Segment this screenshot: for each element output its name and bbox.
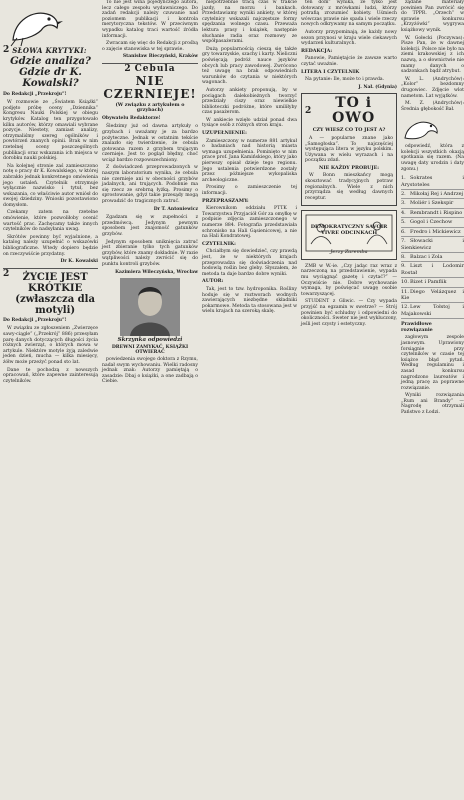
- section-title: UZUPEŁNIENIE:: [202, 130, 247, 137]
- bird-icon: [3, 0, 63, 48]
- headline-analiza: Gdzie analiza? Gdzie dr K. Kowalski?: [10, 55, 91, 89]
- list-item: 7. Słowacki i Sienkiewicz: [401, 237, 464, 253]
- column-3: [202, 0, 297, 317]
- subheadline: (W związku z artykułem o grzybach): [115, 101, 185, 114]
- savoir-vivre-banner: [301, 210, 397, 259]
- list-item: 12.Lew Tołstoj i Majakowski: [401, 303, 464, 319]
- section-title: REDAKCJA:: [301, 47, 333, 54]
- pairs-list: [401, 174, 464, 319]
- list-item: 9. Liszt i Lodomir Rostał: [401, 262, 464, 278]
- paragraph: W. Gołecki (Poczywas): Pisze Pan, że w dawnej kolekcji. Polsce nie było na ziemi krakowskiej z ich nazwą, a o słownictwie nie mamy danych o sadzonkach bądź atrybut.: [401, 35, 464, 75]
- to-line-2: Do Redakcji „Przekroju”!: [3, 317, 67, 323]
- paragraph: Zamieszczony w numerze 881 artykuł o badaniach nad historią miasta wymaga uzupełnienia. Pominięto w nim prace prof. Jana Kamińskiego, który jako pierwszy opisał dzieje tego regionu. Jego ustalenia potwierdzone zostały przez późniejsze wykopaliska archeologiczne.: [202, 138, 297, 183]
- signature: Stanisław Bieczyński, Kraków: [122, 54, 198, 60]
- paragraph: Panowie, Pamiętajcie że zawsze warto czytać uważnie.: [301, 56, 397, 67]
- paragraph: Zwracam się więc do Redakcji z prośbą o zajęcie stanowiska w tej sprawie.: [102, 41, 198, 52]
- paragraph: niepotrzebnie tracą czas w trakcie jazdy, na morzu i bankach. Przedstawiamy wyniki ankiety, w której czytelnicy wskazali najczęstsze formy spędzania wolnego czasu. Przeważa lektura prasy i książek, następnie słuchanie radia oraz rozmowy ze współpasażerami.: [202, 0, 297, 45]
- paragraph: Jedynym sposobem uniknięcia zatruć jest zbieranie tylko tych gatunków grzybów, które znamy dokładnie. W razie wątpliwości należy zwrócić się do punktu kontroli grzybów.: [102, 239, 198, 267]
- paragraph: Dużą popularnością cieszą się także gry towarzyskie, szachy i karty. Nieliczni poświęcają podróż nauce języków obcych lub pracy zawodowej. Zwrócono też uwagę na brak odpowiednich warunków do czytania w niektórych wagonach.: [202, 46, 298, 86]
- paragraph: Kierownikom oddziału PTTK i Towarzystwa Przyjaciół Gór za omyłkę w podpisie zdjęcia zamieszczonego w numerze 884. Fotografia przedstawiała schronisko na Hali Gąsienicowej, a nie na Hali Kondratowej.: [202, 206, 297, 240]
- paragraph: STUDENT z Gliwic. — Czy wypada przyjść na egzamin w swetrze? — Strój powinien być schludny i odpowiedni do okoliczności. Sweter nie jest wykluczony, jeśli jest czysty i estetyczny.: [301, 299, 397, 327]
- answer: W Bonn mieszkańcy mogą skosztować tradycyjnych potraw regionalnych. Wiele z nich przyrządza się według dawnych receptur.: [305, 173, 393, 201]
- list-item: 4. Rembrandt i Rispino: [401, 209, 464, 218]
- list-item: 6. Fredro i Mickiewicz: [401, 228, 464, 237]
- photo-caption-sub: DREWNI ZAMYKAĆ, KSIĄŻKI OTWIERAĆ: [111, 344, 189, 356]
- ad-author: Jerzy Zaremba: [330, 249, 368, 256]
- section-title: CZYTELNIK:: [202, 240, 236, 247]
- answer: A — popularne znane jako „Samogłoska”. To najczęściej występująca litera w języku polskim. Używana w wielu wyrazach i na początku zdań.: [305, 135, 393, 164]
- to-line: Do Redakcji „Przekroju”!: [3, 91, 67, 97]
- section-number-icon: 2: [3, 268, 10, 279]
- list-item: 5. Gogol i Czechow: [401, 218, 464, 227]
- list-item: 1. Sokrates i Arystoteles: [401, 174, 464, 190]
- column-1: [3, 0, 98, 386]
- section-label-row: [3, 45, 98, 55]
- portrait-image-icon: [120, 278, 180, 336]
- bird-header-2: [401, 114, 464, 144]
- paragraph: W ankiecie wzięło udział ponad dwa tysiące osób z różnych stron kraju.: [202, 117, 297, 129]
- list-item: 2. Mikołaj Rej i Andrzej: [401, 190, 464, 199]
- paragraph: Zgadzam się w zupełności z przedmówcą. Jedynym pewnym sposobem jest znajomość gatunków grzybów.: [102, 215, 198, 237]
- photo-caption: Skrzynka odpowiedzi: [117, 337, 183, 344]
- list-item: 11.Diego Velázquez i Kie: [401, 288, 464, 304]
- section-number-icon: 2: [305, 105, 312, 116]
- paragraph: Z doświadczeń przeprowadzonych w naszym laboratorium wynika, że cebula nie czernieje ani w obecności grzybów jadalnych, ani trujących. Podobnie ma się rzecz ze srebrną łyżką. Prosimy o sprostowanie, gdyż takie przesądy mogą prowadzić do tragicznych zatruć.: [102, 165, 198, 205]
- signature: Dr K. Kowalski: [60, 259, 98, 265]
- paragraph: ZMB w W.-ie. „Czy jadąc raz wraz z narzeczoną na przedstawienie, wypada mu wyciągnąć gazetę i czytać?” — Oczywiście nie. Dobre wychowanie wymaga, by poświęcać uwagę osobie towarzyszącej.: [301, 263, 397, 297]
- signature: Kazimiera Wileczyńska, Wrocław: [115, 269, 198, 275]
- paragraph: ten dom” wynika, że tylko jest dotowany z mrówkami ludzi, którzy potrafią zrozumieć kobiety. Uśmiech wówczas prawie nie spada i wiele rzeczy nowych odkrywamy na samym początku.: [301, 0, 397, 28]
- headline2-row: [3, 268, 98, 316]
- signature: Dr T. Antoniewicz: [153, 206, 198, 212]
- section-title: Prawidłowe rozwiązanie: [401, 321, 433, 333]
- paragraph: Skrótów powinny być wyjaśnione, a katalog należy uzupełnić o wskazówki bibliograficzne. Wtedy dopiero będzie on rzeczywiście przydatny.: [3, 234, 98, 257]
- bird-header: [3, 0, 98, 48]
- paragraph: Wyniki rozwiązania „Rum ani Brandy” — Nagrodę otrzymali Państwo z Łodzi.: [401, 393, 464, 416]
- column-2: [102, 0, 198, 387]
- to-line: Obywatelu Redaktorze!: [102, 115, 161, 121]
- to-i-owo-box: [301, 93, 397, 206]
- list-item: 10.Bizet i Pamflik: [401, 278, 464, 287]
- paragraph: To nie jest wina pojedynczego autora, lecz całego zespołu wydawniczego. Do zadań redakcji należy czuwanie nad poziomem publikacji i kontrola merytoryczna tekstów. W przeciwnym wypadku katalog traci wartość źródła informacji.: [102, 0, 198, 39]
- paragraph: żądane materiały powinien Pan zwrócić się do TPPR. „Orzech” w sprawie konkursu „Krzyżówki” wygrywa książkowy wynik.: [401, 0, 464, 33]
- column-5: [401, 0, 464, 418]
- paragraph: W związku ze zgłoszeniem „Zwierzęce sawy-ciągle” („Przekrój” 886) przesyłam parę danych dotyczących długości życia różnych zwierząt, o których mowa w artykule. Niektóre motyle żyją zaledwie jeden dzień, mucha — kilka miesięcy, żółw może przeżyć ponad sto lat.: [3, 326, 98, 365]
- column-4: [301, 0, 397, 329]
- paragraph: W rozmowie ze „Światem Książki” podjęto próbę oceny „Dziennika” Kongresu Nauki Polskiej w obiegu krytyków. Katalog ten przygotowało kilku autorów, którzy omawiali wybrane pozycje. Niestety, zamiast analizy, otrzymaliśmy szereg ogólników i powtórzeń znanych opinii. Brak w nim rzetelnej oceny poszczególnych publikacji oraz wskazania ich miejsca w dorobku nauki polskiej.: [3, 100, 98, 162]
- section-title: LITERA I CZYTELNIK: [301, 68, 360, 75]
- paragraph: Autorzy ankiety proponują, by w pociągach dalekobieżnych tworzyć przedziały ciszy oraz niewielkie biblioteczki podróżne, które umiliłyby czas pasażerom.: [202, 87, 297, 116]
- paragraph: Na kolejnej stronie zaś zamieszczono notę o pracy dr K. Kowalskiego, w której zabrakło jednak konkretnego omówienia jego ustaleń. Czytelnik otrzymuje wyłącznie nazwisko i tytuł, bez wskazania, co właściwie autor wniósł do swojej dziedziny. Wnioski pozostawiono domysłom.: [3, 163, 98, 208]
- paragraph: odpowiedź, która z kolekcji wszystkich okazją spotkania się razem. (Na uwagę daty urodzin i daty zgonu.): [401, 144, 464, 172]
- section-label: SŁOWA KRYTYKI:: [12, 46, 87, 55]
- paragraph: Dane te pochodzą z nowszych opracowań, które zapewne zainteresują czytelników.: [3, 367, 98, 384]
- paragraph: Śledzimy już od dawna artykuły o grzybach i uważamy je za bardzo pożyteczne. Jednak w ostatnim tekście znalazło się twierdzenie, że cebula gotowana razem z grzybem trującym czernieje. Jest to pogląd błędny, choć wciąż bardzo rozpowszechniony.: [102, 124, 198, 163]
- paragraph: Tak, jest to tzw. hydroponika. Rośliny hoduje się w roztworach wodnych zawierających niezbędne składniki pokarmowe. Metoda ta stosowana jest w wielu krajach na szeroką skalę.: [202, 286, 297, 315]
- list-item: 3. Moliér i Szekspir: [401, 199, 464, 208]
- paragraph: powiedzenia swojego doktora z Rzymu, nadał swym wychowaniu. Wielki radosny jednak znak: Autorzy pamiętają o zasadzie: Dbaj o książki, a one zadbają o Ciebie.: [102, 356, 198, 385]
- section-number-icon: 2: [3, 45, 10, 55]
- box-title: TO i OWO: [332, 95, 376, 127]
- paragraph: Autorzy przypominają, że każdy nowy sezon przynosi w kraju wiele ciekawych wydarzeń kulturalnych.: [301, 29, 397, 47]
- paragraph: Czekamy zatem na rzetelne omówienie, które pozwoliłoby ocenić wartość prac. Zachęcamy także innych czytelników do nadsyłania uwag.: [3, 210, 98, 233]
- list-item: 8. Balzac i Zola: [401, 253, 464, 262]
- kicker: Cebula: [134, 63, 176, 74]
- paragraph: Chciałbym się dowiedzieć, czy prawdą jest, że w niektórych krajach przeprowadza się doświadczenia nad hodowlą roślin bez gleby. Słyszałem, że metoda ta daje bardzo dobre wyniki.: [202, 249, 297, 277]
- signature: J. Nał. (Gdynia): [358, 84, 397, 90]
- portrait-photo: [120, 278, 180, 336]
- box-header: [305, 96, 393, 126]
- question: CZY WIESZ CO TO JEST A?: [312, 127, 386, 134]
- headline-zycie: ŻYCIE JEST KRÓTKIE (zwłaszcza dla motyli): [15, 271, 95, 316]
- paragraph: Na pytanie: Ile, może to i prawda.: [305, 77, 385, 83]
- question: NIE KAŻDY PROBUJE:: [318, 164, 380, 171]
- headline-nie-czernieje: NIE CZERNIEJE!: [103, 73, 197, 101]
- cebula-header: [102, 63, 198, 74]
- paragraph: zagłowym zespole jasnowym. Uprawiony forsiągnie przy czytelników w czasie tej książce błąd pytań. Według regulaminu i zasad konkursu nagrodzono laureatów i jedną pracę za poprawne rozwiązanie.: [401, 335, 464, 391]
- section-number-icon: 2: [124, 63, 131, 74]
- note: M. Z. (Andrychów): Średnia głębokość Bał.: [401, 101, 464, 112]
- ad-label: DEMOKRATYCZNY SAVOIR VIVRE ODCINKACH: [310, 224, 388, 236]
- divider: [3, 268, 98, 269]
- bird-icon: [401, 114, 441, 144]
- section-title: PRZEPRASZAMY:: [202, 197, 249, 204]
- section-title: AUTOR:: [202, 278, 224, 285]
- note: W. L. (Andrychów): „Kolor” bezdomny drugowiec. Zdjęcie wlot nametom. Lat wyjątków.: [401, 76, 464, 99]
- paragraph: Prosimy o zamieszczenie tej informacji.: [202, 185, 297, 196]
